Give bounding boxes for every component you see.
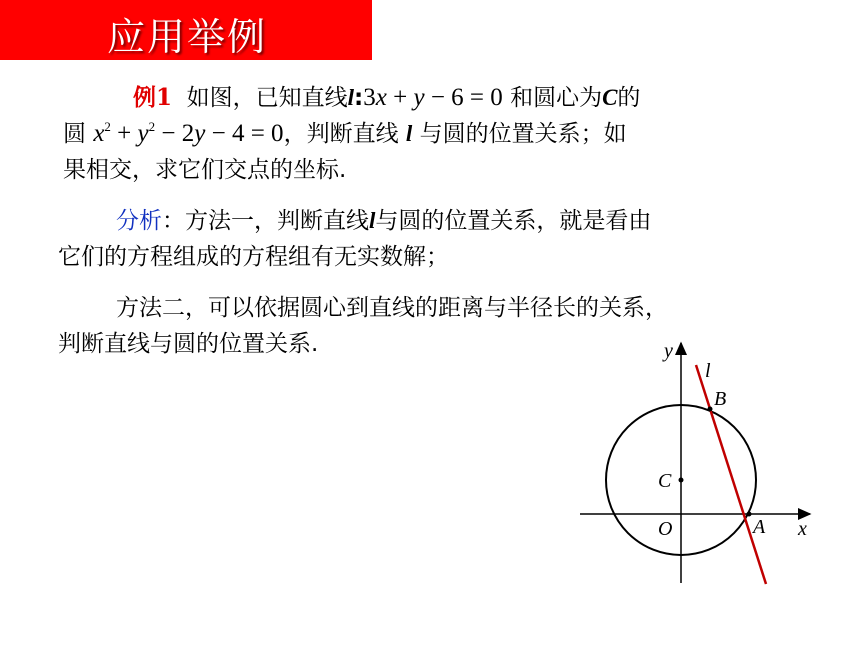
- circle-equation: $x^2 + y^2 - 2y - 4 = 0$: [93, 119, 284, 147]
- analysis-paragraph: [58, 203, 651, 275]
- analysis-line-1: 分析：方法一，判断直线l与圆的位置关系，就是看由: [116, 208, 652, 234]
- method2-line-2: 判断直线与圆的位置关系.: [58, 331, 319, 357]
- x-label: x: [798, 518, 807, 540]
- origin-label: O: [658, 518, 673, 540]
- example-line-3: 果相交，求它们交点的坐标.: [63, 157, 347, 183]
- page-title: 应用举例: [107, 15, 268, 59]
- point-a: [747, 512, 752, 517]
- analysis-line-2: 它们的方程组成的方程组有无实数解；: [58, 244, 449, 270]
- center-point: [679, 478, 684, 483]
- example-line-1: 例1 如图，已知直线l:3x + y − 6 = 0 和圆心为C的: [133, 84, 641, 111]
- b-label: B: [714, 388, 727, 410]
- point-b: [708, 407, 713, 412]
- a-label: A: [753, 516, 766, 538]
- y-label: y: [664, 340, 673, 362]
- example-line-2: 圆 $x^2 + y^2 - 2y - 4 = 0$，判断直线 l 与圆的位置关系；如: [63, 119, 627, 147]
- method2-line-1: 方法二，可以依据圆心到直线的距离与半径长的关系，: [116, 295, 668, 321]
- geometry-figure: [570, 335, 830, 595]
- line-equation: 3x + y − 6 = 0: [363, 84, 503, 111]
- analysis-label: 分析: [116, 208, 162, 234]
- example-label: 例1: [133, 84, 173, 111]
- title-banner: [0, 0, 372, 60]
- example-paragraph: [63, 80, 640, 188]
- center-label: C: [658, 470, 672, 492]
- line-label: l: [705, 360, 711, 382]
